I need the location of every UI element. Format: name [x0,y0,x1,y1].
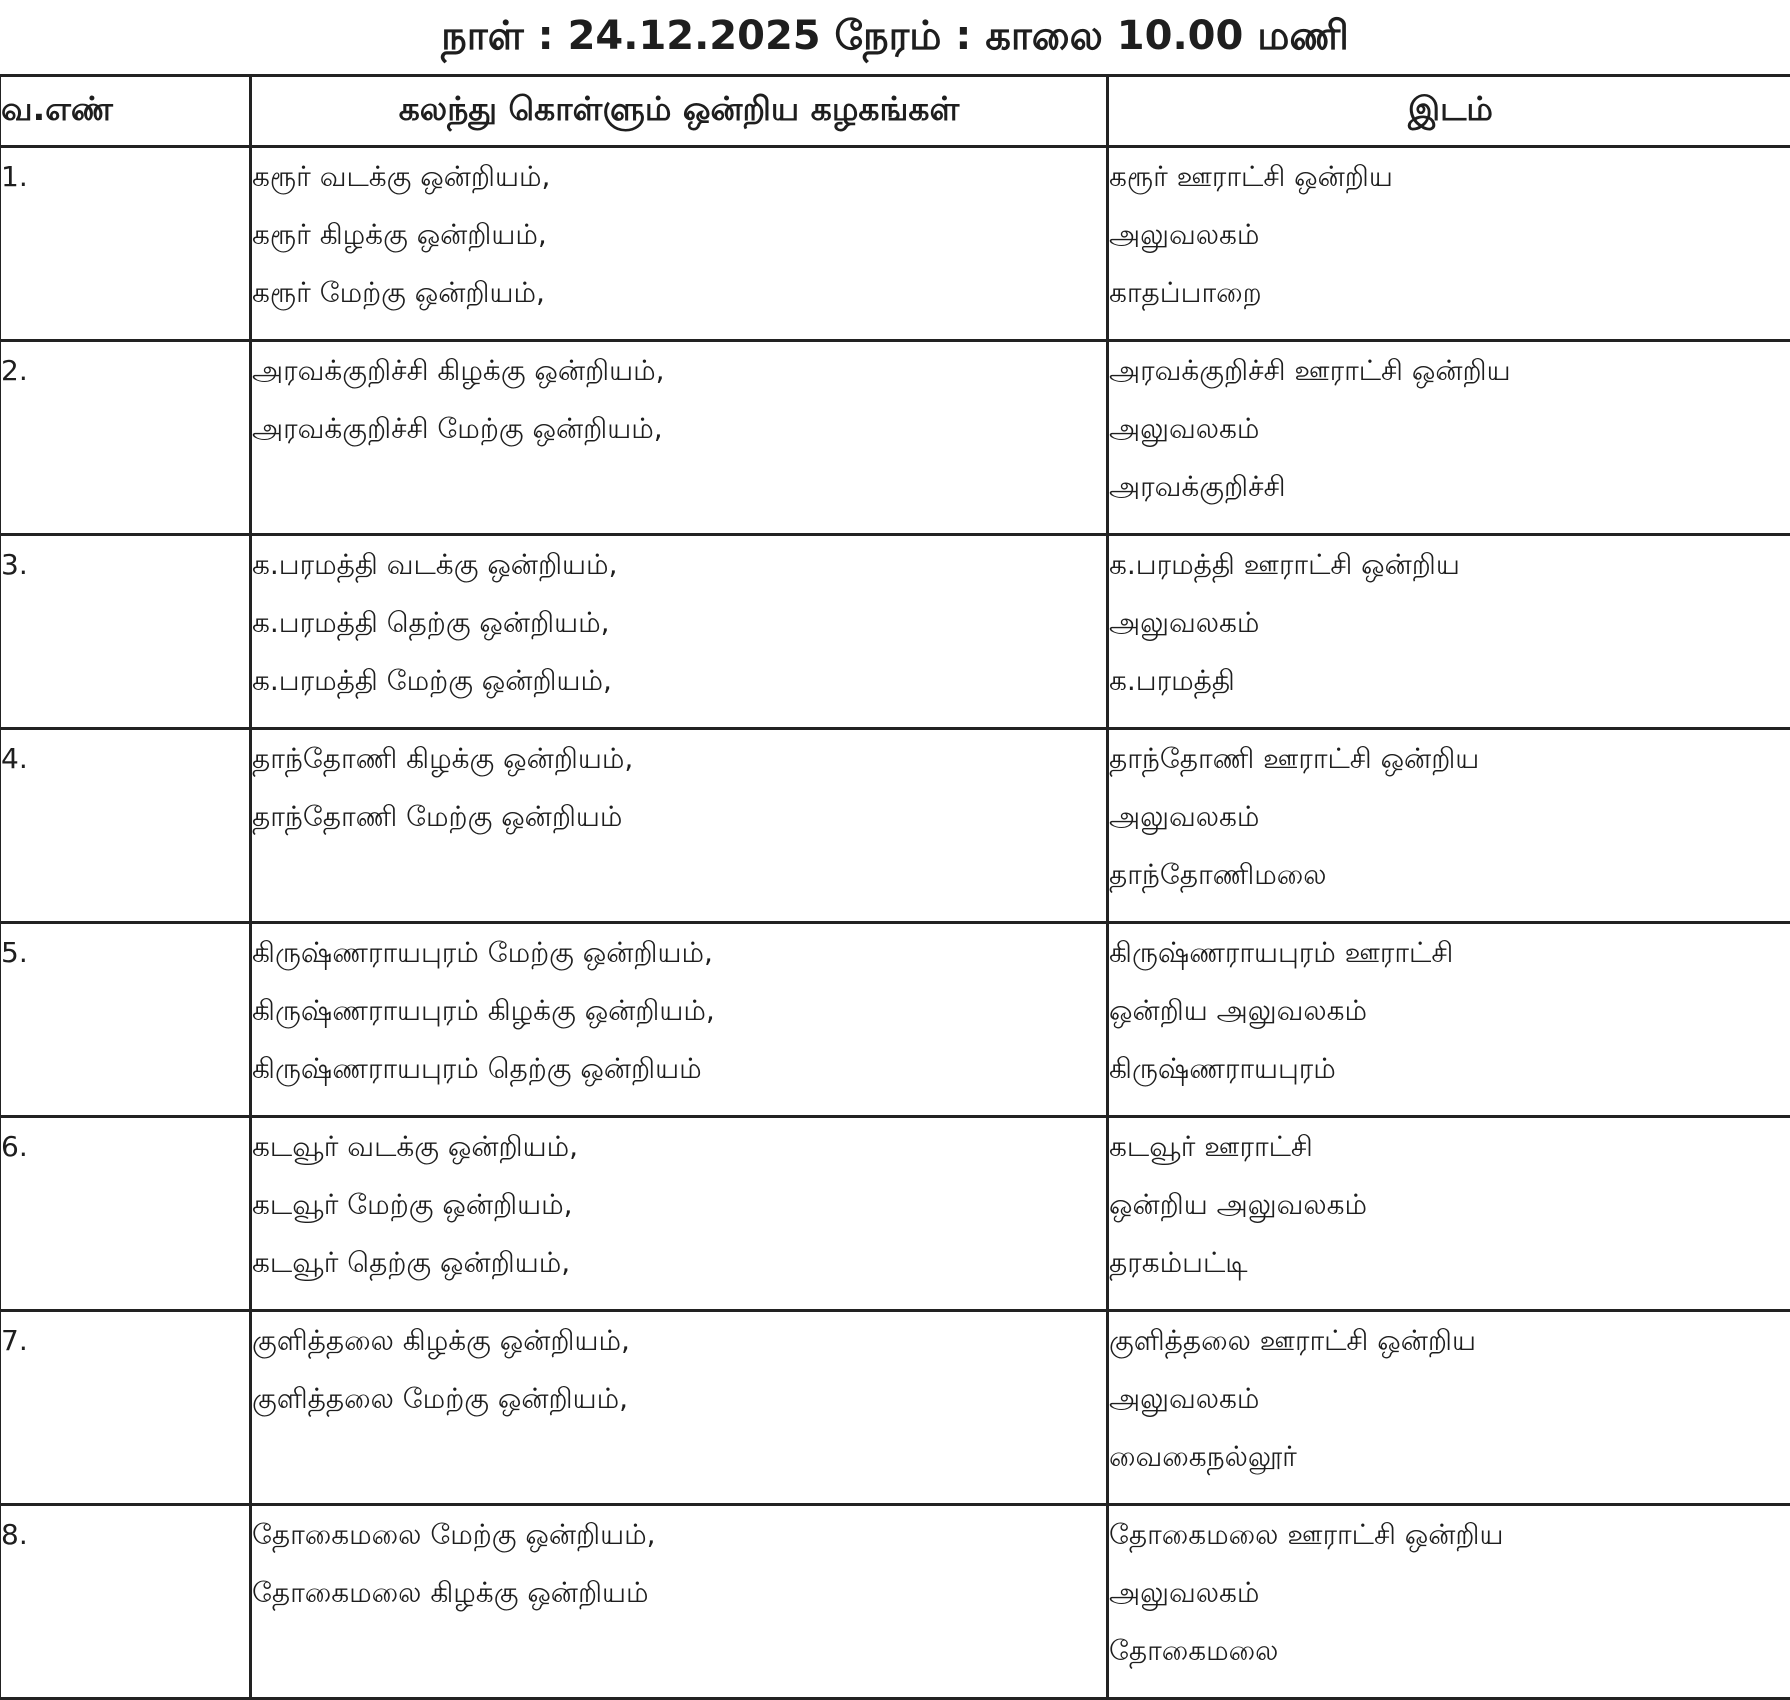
table-row [0,147,1790,341]
serial-number: 6. [0,1117,251,1311]
participating-unions-cell [251,147,1108,341]
header-participating-unions: கலந்து கொள்ளும் ஒன்றிய கழகங்கள் [251,76,1108,147]
venue-line: ஒன்றிய அலுவலகம் [1109,982,1790,1040]
venue-line: தாந்தோணிமலை [1109,846,1790,904]
union-name: க.பரமத்தி வடக்கு ஒன்றியம், [252,536,1106,594]
venue-cell [1108,1311,1790,1505]
venue-line: கடவூர் ஊராட்சி [1109,1118,1790,1176]
union-name: கிருஷ்ணராயபுரம் தெற்கு ஒன்றியம் [252,1040,1106,1098]
serial-number: 3. [0,535,251,729]
union-name: கிருஷ்ணராயபுரம் கிழக்கு ஒன்றியம், [252,982,1106,1040]
union-name: தோகைமலை மேற்கு ஒன்றியம், [252,1506,1106,1564]
serial-number: 7. [0,1311,251,1505]
venue-line: க.பரமத்தி [1109,652,1790,710]
venue-cell [1108,729,1790,923]
venue-line: அலுவலகம் [1109,206,1790,264]
union-name: தாந்தோணி மேற்கு ஒன்றியம் [252,788,1106,846]
participating-unions-cell [251,1117,1108,1311]
venue-cell [1108,341,1790,535]
header-venue: இடம் [1108,76,1790,147]
page-title: நாள் : 24.12.2025 நேரம் : காலை 10.00 மணி [0,8,1790,64]
serial-number: 8. [0,1505,251,1699]
table-row [0,535,1790,729]
serial-number: 5. [0,923,251,1117]
serial-number: 1. [0,147,251,341]
union-name: கரூர் கிழக்கு ஒன்றியம், [252,206,1106,264]
venue-line: கிருஷ்ணராயபுரம் ஊராட்சி [1109,924,1790,982]
table-row [0,1311,1790,1505]
venue-cell [1108,1117,1790,1311]
table-header-row [0,76,1790,147]
venue-cell [1108,923,1790,1117]
participating-unions-cell [251,341,1108,535]
union-name: கடவூர் தெற்கு ஒன்றியம், [252,1234,1106,1292]
table-row [0,1505,1790,1699]
venue-cell [1108,1505,1790,1699]
venue-line: தோகைமலை ஊராட்சி ஒன்றிய [1109,1506,1790,1564]
participating-unions-cell [251,923,1108,1117]
venue-cell [1108,147,1790,341]
union-name: அரவக்குறிச்சி மேற்கு ஒன்றியம், [252,400,1106,458]
union-name: கடவூர் வடக்கு ஒன்றியம், [252,1118,1106,1176]
participating-unions-cell [251,535,1108,729]
venue-line: கரூர் ஊராட்சி ஒன்றிய [1109,148,1790,206]
participating-unions-cell [251,1505,1108,1699]
union-name: குளித்தலை மேற்கு ஒன்றியம், [252,1370,1106,1428]
union-name: கரூர் வடக்கு ஒன்றியம், [252,148,1106,206]
venue-line: தரகம்பட்டி [1109,1234,1790,1292]
venue-line: அரவக்குறிச்சி ஊராட்சி ஒன்றிய [1109,342,1790,400]
union-name: அரவக்குறிச்சி கிழக்கு ஒன்றியம், [252,342,1106,400]
participating-unions-cell [251,729,1108,923]
serial-number: 4. [0,729,251,923]
union-name: க.பரமத்தி மேற்கு ஒன்றியம், [252,652,1106,710]
table-row [0,729,1790,923]
table-body [0,147,1790,1699]
union-name: குளித்தலை கிழக்கு ஒன்றியம், [252,1312,1106,1370]
union-name: க.பரமத்தி தெற்கு ஒன்றியம், [252,594,1106,652]
table-row [0,1117,1790,1311]
union-name: தாந்தோணி கிழக்கு ஒன்றியம், [252,730,1106,788]
venue-line: தோகைமலை [1109,1622,1790,1680]
venue-line: அலுவலகம் [1109,594,1790,652]
venue-line: குளித்தலை ஊராட்சி ஒன்றிய [1109,1312,1790,1370]
serial-number: 2. [0,341,251,535]
venue-line: வைகைநல்லூர் [1109,1428,1790,1486]
union-name: கடவூர் மேற்கு ஒன்றியம், [252,1176,1106,1234]
table-row [0,923,1790,1117]
venue-line: அரவக்குறிச்சி [1109,458,1790,516]
participating-unions-cell [251,1311,1108,1505]
venue-line: ஒன்றிய அலுவலகம் [1109,1176,1790,1234]
table-row [0,341,1790,535]
meeting-schedule-table [0,74,1790,1700]
venue-cell [1108,535,1790,729]
venue-line: தாந்தோணி ஊராட்சி ஒன்றிய [1109,730,1790,788]
union-name: கிருஷ்ணராயபுரம் மேற்கு ஒன்றியம், [252,924,1106,982]
venue-line: அலுவலகம் [1109,400,1790,458]
venue-line: கிருஷ்ணராயபுரம் [1109,1040,1790,1098]
header-serial-number: வ.எண் [0,76,251,147]
venue-line: க.பரமத்தி ஊராட்சி ஒன்றிய [1109,536,1790,594]
venue-line: காதப்பாறை [1109,264,1790,322]
union-name: கரூர் மேற்கு ஒன்றியம், [252,264,1106,322]
venue-line: அலுவலகம் [1109,788,1790,846]
venue-line: அலுவலகம் [1109,1370,1790,1428]
union-name: தோகைமலை கிழக்கு ஒன்றியம் [252,1564,1106,1622]
venue-line: அலுவலகம் [1109,1564,1790,1622]
